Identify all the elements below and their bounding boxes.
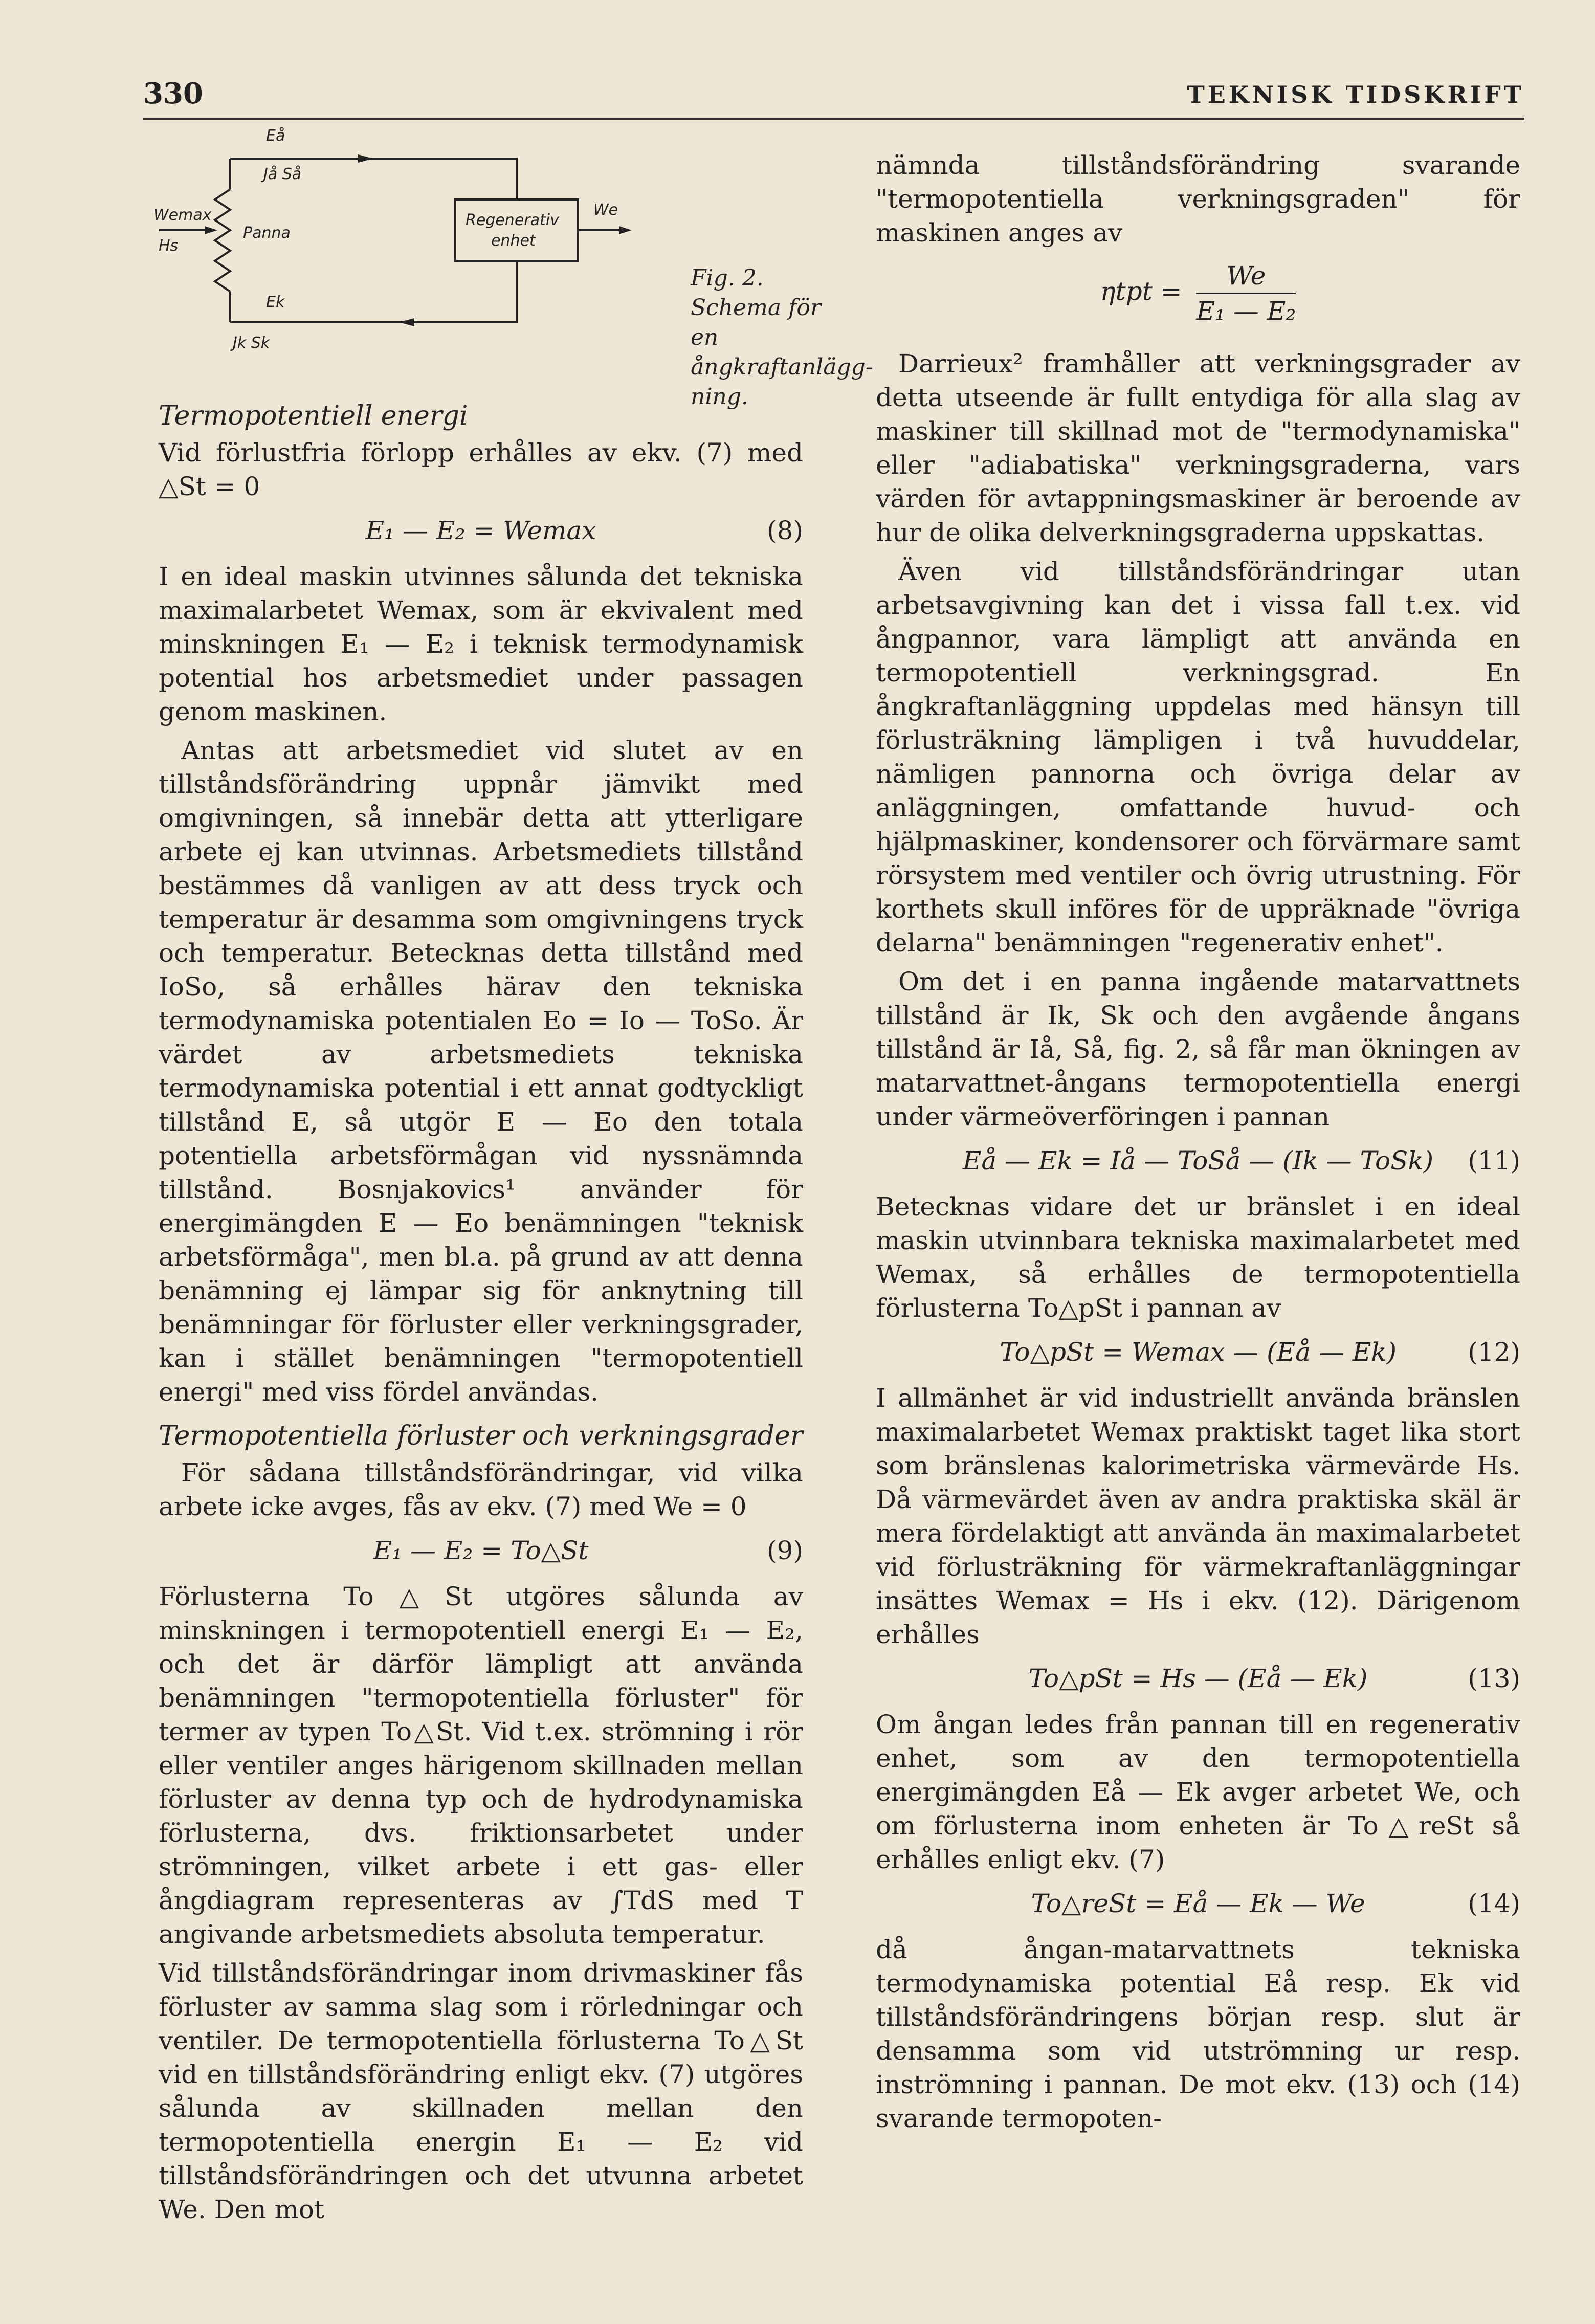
label-hs: Hs (159, 237, 179, 255)
label-panna: Panna (243, 224, 291, 242)
left-column (159, 389, 803, 2231)
figure-2 (148, 123, 873, 410)
label-we: We (593, 201, 618, 219)
equation-body: To△reSt = Eå — Ek — We (1031, 1889, 1365, 1918)
paragraph: nämnda tillståndsförändring svarande "termopotentiella verkningsgraden" för maskinen anges av (876, 150, 1520, 248)
label-ek: Ek (266, 293, 285, 311)
journal-title: TEKNISK TIDSKRIFT (1187, 81, 1524, 108)
label-enhet: enhet (491, 232, 536, 250)
equation-number: (9) (767, 1536, 803, 1565)
label-jk-sk: Jk Sk (233, 334, 270, 352)
equation-lhs: ηtpt = (1100, 276, 1182, 306)
label-wemax: Wemax (153, 206, 212, 224)
equation-12 (876, 1334, 1520, 1370)
paragraph: I en ideal maskin utvinnes sålunda det tekniska maximalarbetet Wemax, som är ekvivalent med minskningen E₁ — E₂ i teknisk termodynamisk potential hos arbetsmediet under passagen genom maskinen. (159, 562, 803, 726)
equation-11 (876, 1143, 1520, 1179)
paragraph: Darrieux² framhåller att verkningsgrader av detta utseende är fullt entydiga för alla slag av maskiner till skillnad mot de "termodynamiska" eller "adiabatiska" verkningsgraderna, vars värden för avtappningsmaskiner är beroende av hur de olika delverkningsgraderna uppskattas. (876, 349, 1520, 547)
equation-9 (159, 1533, 803, 1568)
right-column (876, 148, 1520, 2140)
figure-caption: Fig. 2. Schema för en ångkraftanläggning. (691, 265, 873, 410)
label-ja-sa: Jå Så (263, 165, 302, 183)
paragraph: Om ångan ledes från pannan till en regenerativ enhet, som av den termopotentiella energimängden Eå — Ek avger arbetet We, och om förlusterna inom enheten är To△reSt så erhålles enligt ekv. (7) (876, 1710, 1520, 1874)
page-number: 330 (143, 77, 203, 110)
paragraph: Även vid tillståndsförändringar utan arbetsavgivning kan det i vissa fall t.ex. vid ångpannor, vara lämpligt att använda en termopotentiell verkningsgrad. En ångkraftanläggning uppdelas med hänsyn till förlusträkning lämpligen i två huvuddelar, nämligen pannorna och övriga delar av anläggningen, omfattande huvud- och hjälpmaskiner, kondensorer och förvärmare samt rörsystem med ventiler och övrig utrustning. För korthets skull införes för de uppräknade "övriga delarna" benämningen "regenerativ enhet". (876, 557, 1520, 958)
equation-number: (14) (1468, 1889, 1520, 1918)
section-heading: Termopotentiell energi (159, 401, 468, 431)
equation-body: To△pSt = Hs — (Eå — Ek) (1028, 1664, 1368, 1693)
page-header (143, 72, 1524, 120)
fraction (1196, 259, 1296, 328)
equation-8 (159, 513, 803, 548)
equation-14 (876, 1886, 1520, 1921)
equation-13 (876, 1661, 1520, 1696)
equation-body: To△pSt = Wemax — (Eå — Ek) (999, 1337, 1397, 1367)
arrow-right-icon (619, 226, 632, 234)
equation-body: E₁ — E₂ = To△St (373, 1536, 589, 1565)
paragraph: Vid förlustfria förlopp erhålles av ekv. (7) med △St = 0 (159, 438, 803, 501)
equation-body: Eå — Ek = Iå — ToSå — (Ik — ToSk) (962, 1146, 1434, 1176)
paragraph: Antas att arbetsmediet vid slutet av en tillståndsförändring uppnår jämvikt med omgivningen, så innebär detta att ytterligare arbete ej kan utvinnas. Arbetsmediets tillstånd bestämmes då vanligen av att dess tryck och temperatur är desamma som omgivningens tryck och temperatur. Betecknas detta tillstånd med IoSo, så erhålles härav den tekniska termodynamiska potentialen Eo = Io — ToSo. Är värdet av arbetsmediets tekniska termodynamiska potential i ett annat godtyckligt tillstånd E, så utgör E — Eo den totala potentiella arbetsförmågan vid nyssnämnda tillstånd. Bosnjakovics¹ använder för energimängden E — Eo benämningen "teknisk arbetsförmåga", men bl.a. på grund av att denna benämning ej lämpar sig för anknytning till benämningar för förluster eller verkningsgrader, kan i stället benämningen "termopotentiell energi" med viss fördel användas. (159, 736, 803, 1407)
paragraph: Om det i en panna ingående matarvattnets tillstånd är Ik, Sk och den avgående ångans tillstånd är Iå, Så, fig. 2, så får man ökningen av matarvattnet-ångans termopotentiella energi under värmeöverföringen i pannan (876, 967, 1520, 1132)
paragraph: då ångan-matarvattnets tekniska termodynamiska potential Eå resp. Ek vid tillståndsförändringens början resp. slut är densamma som vid utströmning ur resp. inströmning i pannan. De mot ekv. (13) och (14) svarande termopoten- (876, 1935, 1520, 2133)
paragraph: I allmänhet är vid industriellt använda bränslen maximalarbetet Wemax praktiskt taget lika stort som bränslenas kalorimetriska värmevärde Hs. Då värmevärdet även av andra praktiska skäl är mera fördelaktigt att använda än maximalarbetet vid förlusträkning för värmekraftanläggningar insättes Wemax = Hs i ekv. (12). Därigenom erhålles (876, 1383, 1520, 1649)
equation-number: (8) (767, 516, 803, 545)
regen-box (455, 200, 578, 261)
equation-number: (12) (1468, 1337, 1520, 1367)
feedwater-line (230, 261, 517, 322)
numerator: We (1196, 259, 1296, 294)
arrow-right-icon (358, 154, 373, 163)
paragraph: Förlusterna To△St utgöres sålunda av minskningen i termopotentiell energi E₁ — E₂, och det är därför lämpligt att använda benämningen "termopotentiella förluster" för termer av typen To△St. Vid t.ex. strömning i rör eller ventiler anges härigenom skillnaden mellan förluster av denna typ och de hydrodynamiska förlusterna, dvs. friktionsarbetet under strömningen, vilket arbete i ett gas- eller ångdiagram representeras av ∫TdS med T angivande arbetsmediets absoluta temperatur. (159, 1582, 803, 1949)
equation-body: E₁ — E₂ = Wemax (365, 516, 596, 545)
equation-efficiency (876, 259, 1520, 336)
equation-number: (11) (1468, 1146, 1520, 1176)
denominator: E₁ — E₂ (1196, 296, 1296, 326)
paragraph: Betecknas vidare det ur bränslet i en ideal maskin utvinnbara tekniska maximalarbetet med Wemax, så erhålles de termopotentiella förlusterna To△pSt i pannan av (876, 1192, 1520, 1323)
label-regen: Regenerativ (466, 211, 559, 229)
equation-number: (13) (1468, 1664, 1520, 1693)
paragraph: För sådana tillståndsförändringar, vid vilka arbete icke avges, fås av ekv. (7) med We = 0 (159, 1458, 803, 1521)
arrow-right-icon (205, 226, 217, 234)
boiler-zigzag (215, 189, 230, 292)
label-ea: Eå (266, 127, 285, 145)
section-heading: Termopotentiella förluster och verkningsgrader (159, 1421, 803, 1451)
arrow-left-icon (399, 318, 414, 326)
paragraph: Vid tillståndsförändringar inom drivmaskiner fås förluster av samma slag som i rörledningar och ventiler. De termopotentiella förlusterna To△St vid en tillståndsförändring enligt ekv. (7) utgöres sålunda av skillnaden mellan den termopotentiella energin E₁ — E₂ vid tillståndsförändringen och det utvunna arbetet We. Den mot (159, 1958, 803, 2224)
